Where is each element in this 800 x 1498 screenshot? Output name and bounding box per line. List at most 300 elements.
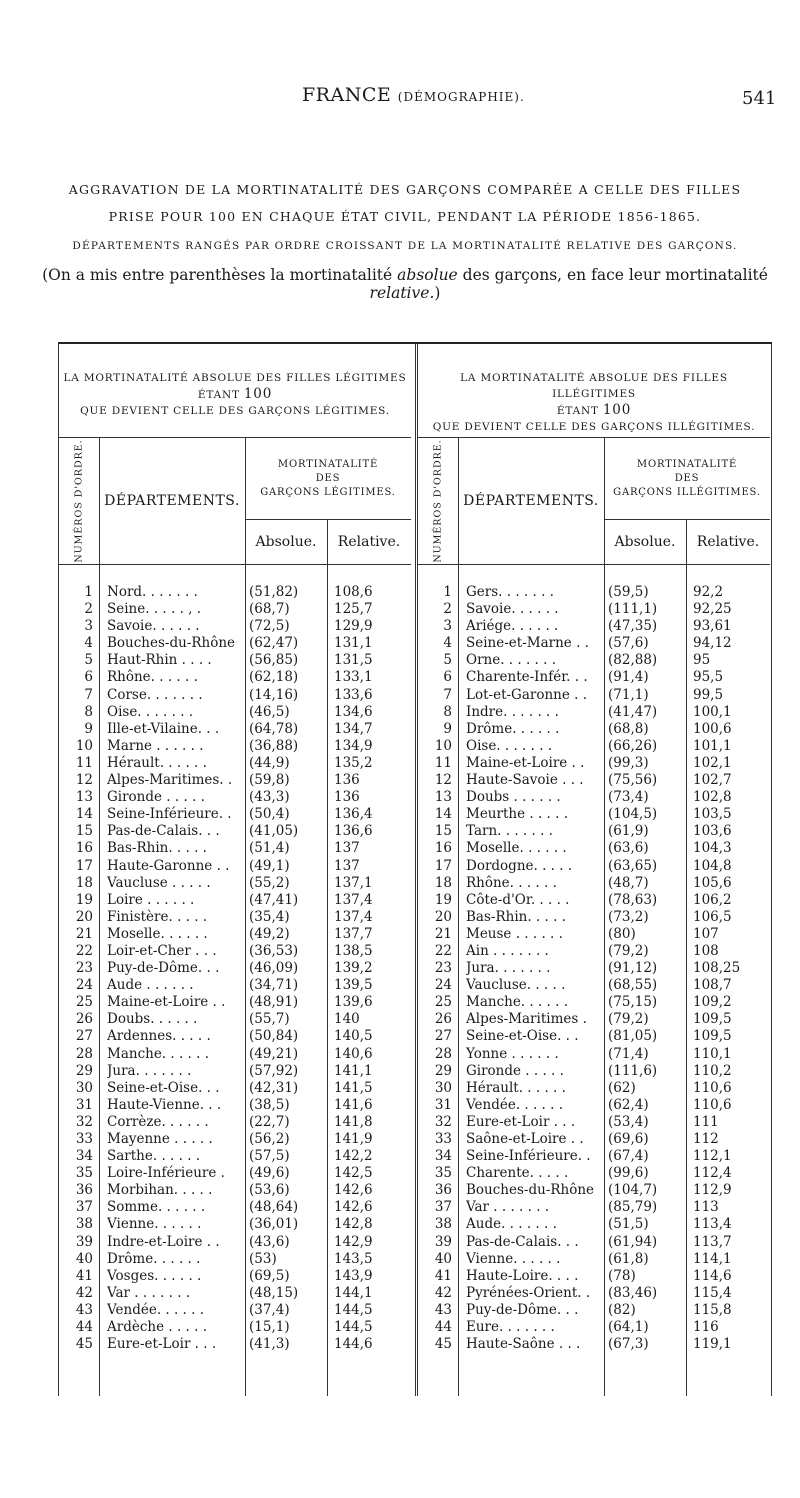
row-number: 35 xyxy=(434,1165,452,1182)
department-name: Gironde . . . . . xyxy=(107,789,205,806)
table-subtitle: DÉPARTEMENTS RANGÉS PAR ORDRE CROISSANT DE LA MORTINATALITÉ RELATIVE DES GARÇONS. xyxy=(72,240,738,252)
half-heading-line-3: QUE DEVIENT CELLE DES GARÇONS ILLÉGITIMES. xyxy=(432,421,756,433)
department-name: Saône-et-Loire . . xyxy=(466,1131,584,1147)
absolute-value: (36,53) xyxy=(249,942,299,959)
half-heading-etant: ÉTANT xyxy=(556,405,599,417)
table-row xyxy=(418,1268,770,1285)
department-name: Manche. . . . . . xyxy=(107,1045,210,1062)
table-row xyxy=(418,1199,770,1216)
absolute-value: (78,63) xyxy=(608,891,658,908)
department-name: Alpes-Maritimes . xyxy=(466,1011,587,1028)
row-number: 40 xyxy=(75,1250,93,1267)
table-row xyxy=(59,1182,411,1199)
absolute-value: (51,82) xyxy=(249,584,299,600)
relative-value: 109,2 xyxy=(693,994,732,1011)
table-row xyxy=(418,1251,770,1268)
absolute-value: (67,3) xyxy=(608,1336,649,1353)
absolute-value: (68,55) xyxy=(608,977,658,994)
relative-value: 136 xyxy=(334,772,360,789)
row-number: 32 xyxy=(434,1113,452,1130)
table-row xyxy=(59,1302,411,1319)
col-header-number-label: NUMÉROS D'ORDRE. xyxy=(432,439,444,563)
relative-value: 143,5 xyxy=(334,1250,373,1267)
relative-value: 112,1 xyxy=(693,1148,732,1165)
row-number: 23 xyxy=(75,960,93,977)
col-header-relative: Relative. xyxy=(696,534,760,550)
department-name: Bas-Rhin. . . . . xyxy=(107,840,207,857)
relative-value: 142,8 xyxy=(334,1216,373,1233)
table-row xyxy=(59,1165,411,1182)
department-name: Ariége. . . . . . xyxy=(466,618,559,635)
table-row xyxy=(418,652,770,669)
table-row xyxy=(418,772,770,789)
table-row xyxy=(418,1114,770,1131)
department-name: Vaucluse . . . . . xyxy=(107,874,211,891)
absolute-value: (51,4) xyxy=(249,840,290,857)
half-heading-line-3: QUE DEVIENT CELLE DES GARÇONS LÉGITIMES. xyxy=(80,405,390,417)
department-name: Doubs. . . . . . xyxy=(107,1011,198,1028)
relative-value: 133,6 xyxy=(334,686,373,703)
table-row xyxy=(59,1285,411,1302)
absolute-value: (62,18) xyxy=(249,669,299,686)
department-name: Vendée. . . . . . xyxy=(107,1301,205,1318)
absolute-value: (57,5) xyxy=(249,1148,290,1165)
relative-value: 142,9 xyxy=(334,1233,373,1250)
relative-value: 139,2 xyxy=(334,960,373,977)
absolute-value: (55,7) xyxy=(249,1011,290,1028)
relative-value: 115,8 xyxy=(693,1301,732,1318)
relative-value: 94,12 xyxy=(693,635,732,652)
table-row xyxy=(59,721,411,738)
department-name: Moselle. . . . . . xyxy=(466,840,567,857)
department-name: Haute-Saône . . . xyxy=(466,1336,581,1353)
column-headers xyxy=(59,438,411,565)
department-name: Meuse . . . . . . xyxy=(466,925,563,942)
absolute-value: (43,3) xyxy=(249,789,290,806)
row-number: 41 xyxy=(434,1267,452,1284)
department-name: Ardennes. . . . . xyxy=(107,1028,211,1045)
row-number: 1 xyxy=(443,584,452,600)
relative-value: 131,1 xyxy=(334,635,373,652)
row-number: 45 xyxy=(434,1336,452,1353)
rows-illegitimate xyxy=(418,584,770,1353)
absolute-value: (75,56) xyxy=(608,772,658,789)
table-row xyxy=(59,1234,411,1251)
row-number: 38 xyxy=(434,1216,452,1233)
absolute-value: (61,94) xyxy=(608,1233,658,1250)
row-number: 11 xyxy=(75,754,93,771)
half-heading-legitimate xyxy=(59,344,411,438)
department-name: Moselle. . . . . . xyxy=(107,925,208,942)
table-note xyxy=(40,266,770,302)
relative-value: 144,5 xyxy=(334,1301,373,1318)
table-row xyxy=(418,1216,770,1233)
row-number: 25 xyxy=(75,994,93,1011)
department-name: Haute-Loire. . . . xyxy=(466,1267,579,1284)
absolute-value: (22,7) xyxy=(249,1113,290,1130)
absolute-value: (85,79) xyxy=(608,1199,658,1216)
table-row xyxy=(59,1011,411,1028)
absolute-value: (47,41) xyxy=(249,891,299,908)
row-number: 21 xyxy=(434,925,452,942)
department-name: Tarn. . . . . . . xyxy=(466,823,553,840)
department-name: Bouches-du-Rhône xyxy=(466,1182,595,1199)
department-name: Alpes-Maritimes. . xyxy=(107,772,233,789)
row-number: 20 xyxy=(434,908,452,925)
note-text-2: des garçons, en face leur mortinatalité xyxy=(462,266,768,284)
department-name: Hérault. . . . . . xyxy=(107,754,207,771)
relative-value: 106,2 xyxy=(693,891,732,908)
relative-value: 139,6 xyxy=(334,994,373,1011)
department-name: Seine-et-Oise. . . xyxy=(466,1028,579,1045)
absolute-value: (49,21) xyxy=(249,1045,299,1062)
department-name: Ain . . . . . . . xyxy=(466,942,549,959)
absolute-value: (34,71) xyxy=(249,977,299,994)
row-number: 6 xyxy=(443,669,452,686)
table-row xyxy=(418,1165,770,1182)
mort-header-line-3: GARÇONS ILLÉGITIMES. xyxy=(613,487,761,498)
relative-value: 108 xyxy=(693,942,719,959)
absolute-value: (59,5) xyxy=(608,584,649,600)
table-row xyxy=(59,789,411,806)
row-number: 9 xyxy=(84,720,93,737)
absolute-value: (41,3) xyxy=(249,1336,290,1353)
table-row xyxy=(59,1148,411,1165)
table-row xyxy=(59,1080,411,1097)
table-row xyxy=(59,738,411,755)
relative-value: 95,5 xyxy=(693,669,724,686)
row-number: 33 xyxy=(75,1131,93,1147)
department-name: Savoie. . . . . . xyxy=(107,618,200,635)
relative-value: 102,1 xyxy=(693,754,732,771)
department-name: Orne. . . . . . . xyxy=(466,652,556,669)
department-name: Sarthe. . . . . . xyxy=(107,1148,201,1165)
table-row xyxy=(59,858,411,875)
absolute-value: (41,47) xyxy=(608,703,658,720)
relative-value: 133,1 xyxy=(334,669,373,686)
relative-value: 137,7 xyxy=(334,925,373,942)
table-row xyxy=(418,840,770,857)
table-row xyxy=(59,806,411,823)
table-row xyxy=(59,618,411,635)
department-name: Ardèche . . . . . xyxy=(107,1319,207,1336)
table-row xyxy=(59,1097,411,1114)
row-number: 14 xyxy=(75,806,93,823)
note-absolue: absolue xyxy=(397,266,458,284)
mort-header-line-2: DES xyxy=(674,473,700,484)
department-name: Haute-Vienne. . . xyxy=(107,1096,222,1113)
department-name: Hérault. . . . . . xyxy=(466,1079,566,1096)
half-heading-line-1: LA MORTINATALITÉ ABSOLUE DES FILLES LÉGITIMES xyxy=(63,372,407,384)
absolute-value: (55,2) xyxy=(249,874,290,891)
absolute-value: (38,5) xyxy=(249,1096,290,1113)
relative-value: 110,1 xyxy=(693,1045,732,1062)
table-row xyxy=(418,721,770,738)
table-row xyxy=(418,755,770,772)
table-row xyxy=(418,1080,770,1097)
row-number: 16 xyxy=(75,840,93,857)
table-row xyxy=(59,755,411,772)
department-name: Charente. . . . . xyxy=(466,1165,569,1182)
row-number: 34 xyxy=(75,1148,93,1165)
row-number: 8 xyxy=(84,703,93,720)
absolute-value: (75,15) xyxy=(608,994,658,1011)
department-name: Oise. . . . . . . xyxy=(107,703,194,720)
col-header-absolute: Absolue. xyxy=(245,520,328,564)
row-number: 25 xyxy=(434,994,452,1011)
table-row xyxy=(418,909,770,926)
relative-value: 137,4 xyxy=(334,908,373,925)
relative-value: 100,6 xyxy=(693,720,732,737)
table-row xyxy=(418,1302,770,1319)
absolute-value: (111,1) xyxy=(608,601,658,618)
note-relative: relative. xyxy=(369,284,435,302)
row-number: 9 xyxy=(443,720,452,737)
relative-value: 102,7 xyxy=(693,772,732,789)
relative-value: 109,5 xyxy=(693,1028,732,1045)
table-row xyxy=(59,1319,411,1336)
relative-value: 140 xyxy=(334,1011,360,1028)
absolute-value: (68,8) xyxy=(608,720,649,737)
row-number: 12 xyxy=(75,772,93,789)
absolute-value: (73,2) xyxy=(608,908,649,925)
department-name: Pyrénées-Orient. . xyxy=(466,1284,591,1301)
row-number: 43 xyxy=(75,1301,93,1318)
absolute-value: (69,5) xyxy=(249,1267,290,1284)
absolute-value: (48,64) xyxy=(249,1199,299,1216)
relative-value: 110,6 xyxy=(693,1079,732,1096)
row-number: 19 xyxy=(434,891,452,908)
relative-value: 134,7 xyxy=(334,720,373,737)
table-row xyxy=(418,1097,770,1114)
table-row xyxy=(59,1063,411,1080)
department-name: Mayenne . . . . . xyxy=(107,1131,213,1147)
department-name: Charente-Infér. . . xyxy=(466,669,588,686)
department-name: Jura. . . . . . . xyxy=(107,1062,192,1079)
department-name: Rhône. . . . . . xyxy=(107,669,198,686)
absolute-value: (66,26) xyxy=(608,737,658,754)
row-number: 17 xyxy=(75,857,93,874)
department-name: Vienne. . . . . . xyxy=(466,1250,561,1267)
table-row xyxy=(418,669,770,686)
department-name: Marne . . . . . . xyxy=(107,737,204,754)
table-row xyxy=(59,584,411,601)
row-number: 2 xyxy=(84,601,93,618)
absolute-value: (15,1) xyxy=(249,1319,290,1336)
running-header xyxy=(0,84,800,114)
table-half-legitimate xyxy=(59,344,411,1396)
absolute-value: (53,6) xyxy=(249,1182,290,1199)
absolute-value: (57,92) xyxy=(249,1062,299,1079)
table-row xyxy=(418,1063,770,1080)
table-row xyxy=(418,943,770,960)
row-number: 7 xyxy=(443,686,452,703)
table-row xyxy=(418,994,770,1011)
row-number: 6 xyxy=(84,669,93,686)
table-row xyxy=(59,1251,411,1268)
table-row xyxy=(59,1028,411,1045)
department-name: Eure-et-Loir . . . xyxy=(107,1336,217,1353)
relative-value: 138,5 xyxy=(334,942,373,959)
department-name: Gers. . . . . . . xyxy=(466,584,554,600)
department-name: Seine-Inférieure. . xyxy=(466,1148,591,1165)
absolute-value: (49,6) xyxy=(249,1165,290,1182)
row-number: 34 xyxy=(434,1148,452,1165)
absolute-value: (36,01) xyxy=(249,1216,299,1233)
row-number: 17 xyxy=(434,857,452,874)
absolute-value: (41,05) xyxy=(249,823,299,840)
relative-value: 144,1 xyxy=(334,1284,373,1301)
table-row xyxy=(418,1011,770,1028)
table-row xyxy=(59,772,411,789)
relative-value: 101,1 xyxy=(693,737,732,754)
absolute-value: (59,8) xyxy=(249,772,290,789)
table-row xyxy=(418,823,770,840)
row-number: 1 xyxy=(84,584,93,600)
department-name: Puy-de-Dôme. . . xyxy=(107,960,220,977)
table-row xyxy=(418,1148,770,1165)
table-row xyxy=(418,601,770,618)
row-number: 32 xyxy=(75,1113,93,1130)
absolute-value: (71,1) xyxy=(608,686,649,703)
absolute-value: (62) xyxy=(608,1079,636,1096)
table-row xyxy=(59,994,411,1011)
table-row xyxy=(59,943,411,960)
absolute-value: (69,6) xyxy=(608,1131,649,1147)
mort-header-line-1: MORTINATALITÉ xyxy=(277,459,379,470)
rows-legitimate xyxy=(59,584,411,1353)
absolute-value: (91,4) xyxy=(608,669,649,686)
table-row xyxy=(418,806,770,823)
absolute-value: (78) xyxy=(608,1267,636,1284)
relative-value: 108,7 xyxy=(693,977,732,994)
department-name: Bouches-du-Rhône xyxy=(107,635,236,652)
department-name: Savoie. . . . . . xyxy=(466,601,559,618)
col-header-relative: Relative. xyxy=(337,534,401,550)
absolute-value: (51,5) xyxy=(608,1216,649,1233)
row-number: 13 xyxy=(434,789,452,806)
col-header-department: DÉPARTEMENTS. xyxy=(99,438,246,564)
absolute-value: (50,84) xyxy=(249,1028,299,1045)
department-name: Ille-et-Vilaine. . . xyxy=(107,720,220,737)
relative-value: 106,5 xyxy=(693,908,732,925)
relative-value: 113,7 xyxy=(693,1233,732,1250)
department-name: Seine. . . . . , . xyxy=(107,601,202,618)
row-number: 18 xyxy=(434,874,452,891)
relative-value: 99,5 xyxy=(693,686,724,703)
table-row xyxy=(59,840,411,857)
absolute-value: (83,46) xyxy=(608,1284,658,1301)
page-number: 541 xyxy=(742,88,777,109)
absolute-value: (71,4) xyxy=(608,1045,649,1062)
row-number: 16 xyxy=(434,840,452,857)
absolute-value: (14,16) xyxy=(249,686,299,703)
department-name: Drôme. . . . . . xyxy=(466,720,560,737)
table-row xyxy=(418,687,770,704)
table-row xyxy=(59,823,411,840)
department-name: Côte-d'Or. . . . . xyxy=(466,891,570,908)
row-number: 4 xyxy=(443,635,452,652)
half-heading-100: 100 xyxy=(243,386,273,402)
relative-value: 134,6 xyxy=(334,703,373,720)
absolute-value: (63,6) xyxy=(608,840,649,857)
running-title-main: FRANCE xyxy=(302,84,392,106)
row-number: 43 xyxy=(434,1301,452,1318)
row-number: 42 xyxy=(75,1284,93,1301)
table-row xyxy=(59,1046,411,1063)
department-name: Indre-et-Loire . . xyxy=(107,1233,220,1250)
row-number: 19 xyxy=(75,891,93,908)
mortinatality-table xyxy=(58,342,772,1396)
running-title-sub: (DÉMOGRAPHIE). xyxy=(397,90,525,104)
relative-value: 104,3 xyxy=(693,840,732,857)
absolute-value: (46,5) xyxy=(249,703,290,720)
department-name: Pas-de-Calais. . . xyxy=(107,823,220,840)
absolute-value: (68,7) xyxy=(249,601,290,618)
relative-value: 125,7 xyxy=(334,601,373,618)
table-row xyxy=(418,789,770,806)
relative-value: 107 xyxy=(693,925,719,942)
col-header-absolute: Absolue. xyxy=(604,520,687,564)
absolute-value: (42,31) xyxy=(249,1079,299,1096)
half-heading-line-2 xyxy=(418,402,770,419)
table-row xyxy=(418,1028,770,1045)
relative-value: 143,9 xyxy=(334,1267,373,1284)
row-number: 39 xyxy=(75,1233,93,1250)
table-row xyxy=(418,858,770,875)
row-number: 13 xyxy=(75,789,93,806)
department-name: Oise. . . . . . . xyxy=(466,737,553,754)
table-row xyxy=(418,1234,770,1251)
row-number: 37 xyxy=(75,1199,93,1216)
col-header-mortinatality xyxy=(245,438,411,564)
absolute-value: (47,35) xyxy=(608,618,658,635)
department-name: Eure-et-Loir . . . xyxy=(466,1113,576,1130)
row-number: 24 xyxy=(434,977,452,994)
row-number: 15 xyxy=(75,823,93,840)
department-name: Haut-Rhin . . . . xyxy=(107,652,212,669)
absolute-value: (36,88) xyxy=(249,737,299,754)
department-name: Aude. . . . . . . xyxy=(466,1216,557,1233)
row-number: 40 xyxy=(434,1250,452,1267)
table-row xyxy=(59,1199,411,1216)
department-name: Seine-et-Oise. . . xyxy=(107,1079,220,1096)
col-header-number xyxy=(418,438,459,564)
note-text-end: ) xyxy=(434,284,441,302)
table-title-line-2: PRISE POUR 100 EN CHAQUE ÉTAT CIVIL, PENDANT LA PÉRIODE 1856-1865. xyxy=(108,209,702,224)
row-number: 29 xyxy=(75,1062,93,1079)
row-number: 41 xyxy=(75,1267,93,1284)
absolute-value: (53) xyxy=(249,1250,277,1267)
half-heading-100: 100 xyxy=(602,402,632,418)
row-number: 31 xyxy=(75,1096,93,1113)
table-row xyxy=(59,875,411,892)
table-title-line-1: AGGRAVATION DE LA MORTINATALITÉ DES GARÇONS COMPARÉE A CELLE DES FILLES xyxy=(68,182,742,197)
table-row xyxy=(418,926,770,943)
relative-value: 140,6 xyxy=(334,1045,373,1062)
table-row xyxy=(418,1131,770,1148)
relative-value: 142,2 xyxy=(334,1148,373,1165)
absolute-value: (79,2) xyxy=(608,1011,649,1028)
department-name: Doubs . . . . . . xyxy=(466,789,561,806)
table-title-block xyxy=(40,176,770,302)
relative-value: 142,6 xyxy=(334,1182,373,1199)
department-name: Haute-Garonne . . xyxy=(107,857,230,874)
row-number: 3 xyxy=(84,618,93,635)
relative-value: 142,5 xyxy=(334,1165,373,1182)
absolute-value: (104,5) xyxy=(608,806,658,823)
relative-value: 137 xyxy=(334,840,360,857)
